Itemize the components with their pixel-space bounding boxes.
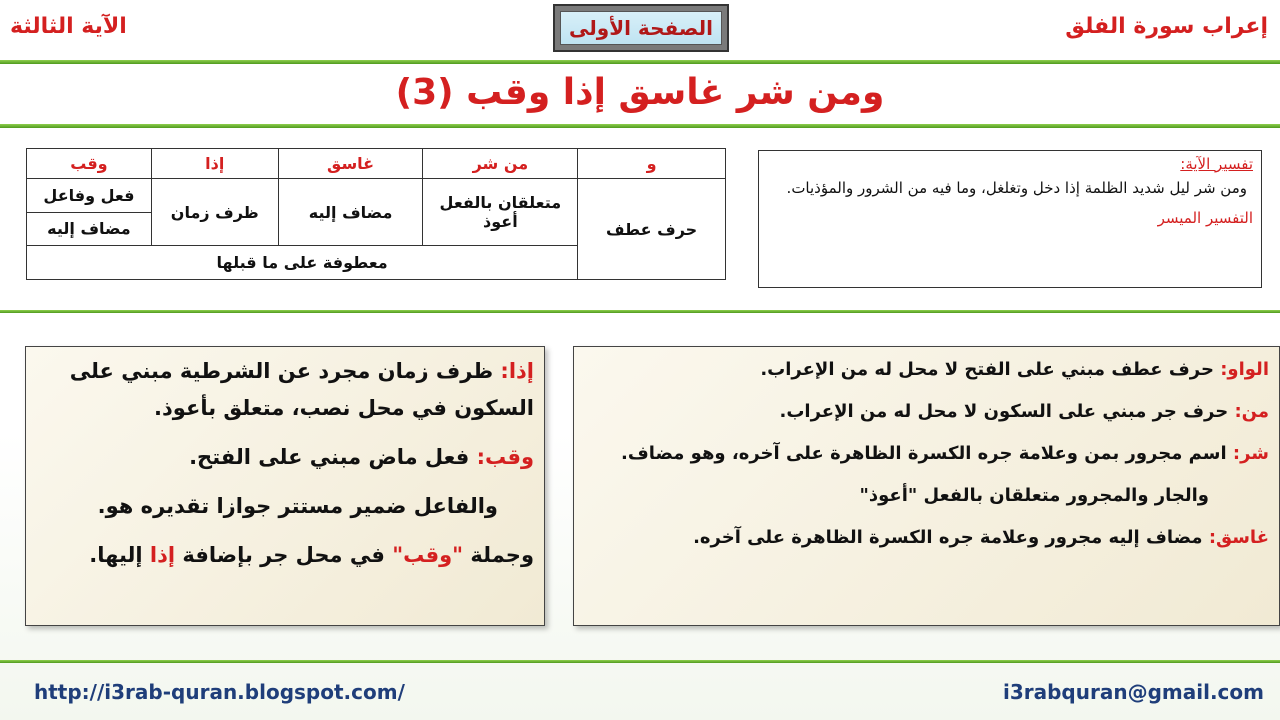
first-page-button[interactable] xyxy=(553,4,729,52)
table-cell-waqab-bottom: مضاف إليه xyxy=(27,212,152,246)
text-ghasiq: مضاف إليه مجرور وعلامة جره الكسرة الظاهرة على آخره. xyxy=(693,527,1209,548)
paragraph-idha xyxy=(36,353,534,427)
table-header-waqab: وقب xyxy=(27,149,152,179)
table-cell-idha: ظرف زمان xyxy=(151,179,278,246)
table-header-waw: و xyxy=(578,149,726,179)
paragraph-min xyxy=(584,397,1269,427)
paragraph-jumla xyxy=(36,537,534,574)
irab-explanation-right xyxy=(573,346,1280,626)
term-ghasiq: غاسق: xyxy=(1208,527,1269,548)
first-page-button-label: الصفحة الأولى xyxy=(560,11,722,45)
table-header-idha: إذا xyxy=(151,149,278,179)
text-min: حرف جر مبني على السكون لا محل له من الإعراب. xyxy=(779,401,1235,422)
text-idha: ظرف زمان مجرد عن الشرطية مبني على السكون في محل نصب، متعلق بأعوذ. xyxy=(69,359,534,420)
divider-middle xyxy=(0,310,1280,313)
verse-title: ومن شر غاسق إذا وقب (3) xyxy=(395,72,885,113)
table-cell-waw: حرف عطف xyxy=(578,179,726,280)
email-user: i3rabquran xyxy=(1002,680,1128,704)
tafsir-label: تفسير الآية: xyxy=(1180,155,1253,173)
table-cell-ghasiq: مضاف إليه xyxy=(278,179,423,246)
tafsir-box xyxy=(758,150,1262,288)
table-cell-min-sharr: متعلقان بالفعل أعوذ xyxy=(423,179,578,246)
term-waw: الواو: xyxy=(1220,359,1269,380)
table-header-min-sharr: من شر xyxy=(423,149,578,179)
term-waqab-quoted: "وقب" xyxy=(392,543,464,567)
text-waqab: فعل ماض مبني على الفتح. xyxy=(189,445,477,469)
text-jumla-b: في محل جر بإضافة xyxy=(175,543,393,567)
divider-top xyxy=(0,60,1280,64)
paragraph-waqab xyxy=(36,439,534,476)
verse-number-title: الآية الثالثة xyxy=(10,14,127,39)
paragraph-waw xyxy=(584,355,1269,385)
table-cell-waqab-top: فعل وفاعل xyxy=(27,179,152,213)
paragraph-jar-majrur: والجار والمجرور متعلقان بالفعل "أعوذ" xyxy=(859,485,1209,506)
paragraph-ghasiq xyxy=(584,523,1269,553)
paragraph-subject: والفاعل ضمير مستتر جوازا تقديره هو. xyxy=(97,494,498,518)
irab-table xyxy=(26,148,726,280)
term-idha-inline: إذا xyxy=(149,543,176,567)
text-jumla-c: إليها. xyxy=(89,543,150,567)
paragraph-sharr xyxy=(584,439,1269,469)
divider-title xyxy=(0,124,1280,128)
term-sharr: شر: xyxy=(1232,443,1269,464)
email-domain: @gmail.com xyxy=(1127,680,1264,704)
table-cell-footer: معطوفة على ما قبلها xyxy=(27,246,578,280)
email-link[interactable] xyxy=(1003,680,1264,704)
text-jumla-a: وجملة xyxy=(463,543,534,567)
term-idha: إذا: xyxy=(500,359,534,383)
table-header-ghasiq: غاسق xyxy=(278,149,423,179)
divider-bottom xyxy=(0,660,1280,663)
blog-url-link[interactable]: http://i3rab-quran.blogspot.com/ xyxy=(34,680,405,704)
irab-explanation-left xyxy=(25,346,545,626)
tafsir-text: ومن شر ليل شديد الظلمة إذا دخل وتغلغل، وما فيه من الشرور والمؤذيات. xyxy=(786,179,1247,197)
term-min: من: xyxy=(1234,401,1269,422)
text-waw: حرف عطف مبني على الفتح لا محل له من الإعراب. xyxy=(760,359,1221,380)
tafsir-source: التفسير الميسر xyxy=(1157,209,1253,227)
text-sharr: اسم مجرور بمن وعلامة جره الكسرة الظاهرة على آخره، وهو مضاف. xyxy=(621,443,1233,464)
term-waqab: وقب: xyxy=(476,445,534,469)
surah-title: إعراب سورة الفلق xyxy=(1065,14,1268,39)
